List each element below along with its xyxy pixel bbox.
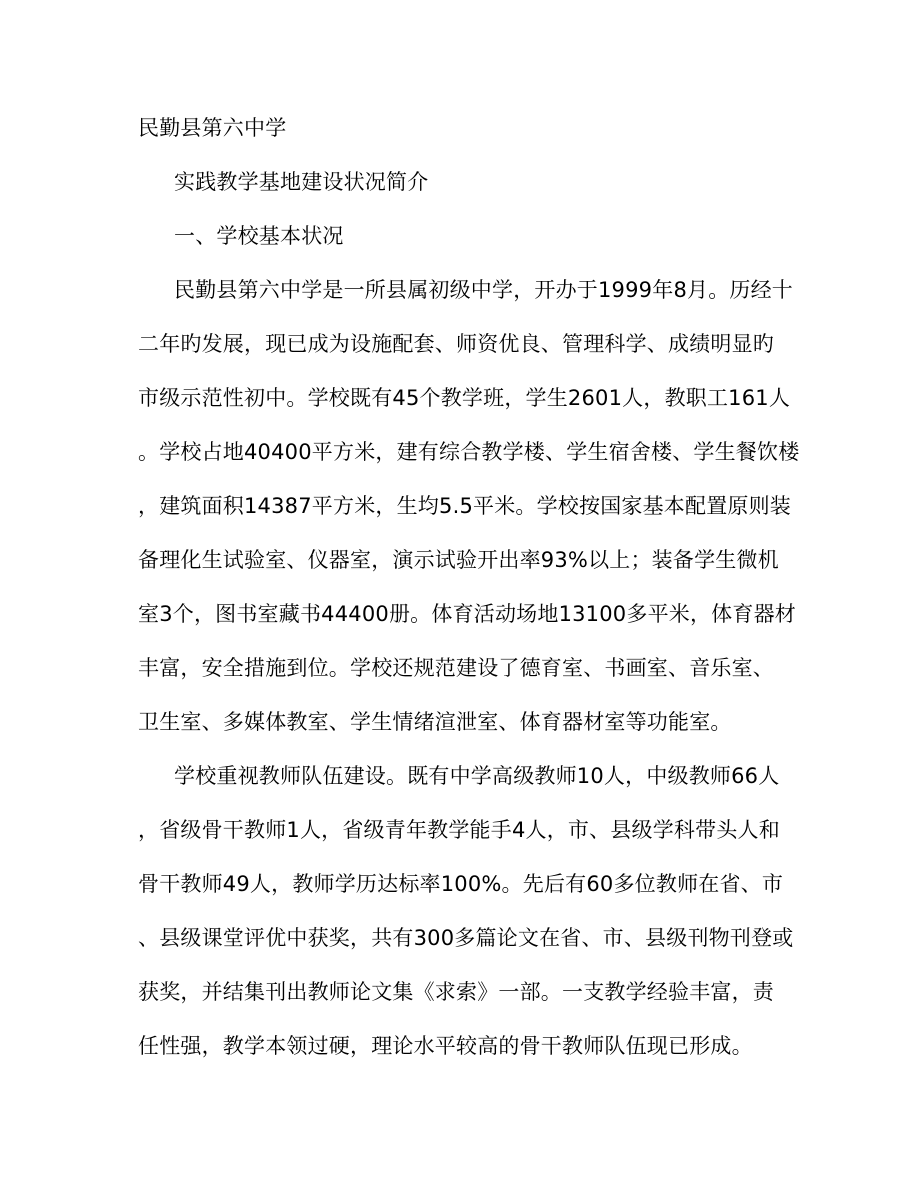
paragraph-1-line: ，建筑面积14387平方米，生均5.5平米。学校按国家基本配置原则装 [138,494,791,518]
paragraph-2-line: ，省级骨干教师1人，省级青年教学能手4人，市、县级学科带头人和 [138,818,780,842]
paragraph-1-line: 卫生室、多媒体教室、学生情绪渲泄室、体育器材室等功能室。 [138,710,732,734]
school-name: 民勤县第六中学 [138,116,287,140]
paragraph-1-line: 民勤县第六中学是一所县属初级中学，开办于1999年8月。历经十 [174,278,794,302]
paragraph-2-line: 获奖，并结集刊出教师论文集《求索》一部。一支教学经验丰富，责 [138,980,774,1004]
paragraph-1-line: 室3个，图书室藏书44400册。体育活动场地13100多平米，体育器材 [138,602,796,626]
paragraph-1-line: 二年旳发展，现已成为设施配套、师资优良、管理科学、成绩明显旳 [138,332,774,356]
paragraph-1-line: 备理化生试验室、仪器室，演示试验开出率93%以上；装备学生微机 [138,548,779,572]
section-heading: 一、学校基本状况 [174,224,344,248]
document-subtitle: 实践教学基地建设状况简介 [174,170,429,194]
paragraph-2-line: 任性强，教学本领过硬，理论水平较高的骨干教师队伍现已形成。 [138,1034,753,1058]
paragraph-2-line: 骨干教师49人，教师学历达标率100%。先后有60多位教师在省、市 [138,872,784,896]
paragraph-2-line: 学校重视教师队伍建设。既有中学高级教师10人，中级教师66人 [174,764,780,788]
paragraph-1-line: 市级示范性初中。学校既有45个教学班，学生2601人，教职工161人 [138,386,791,410]
paragraph-1-line: 。学校占地40400平方米，建有综合教学楼、学生宿舍楼、学生餐饮楼 [138,440,800,464]
paragraph-1-line: 丰富，安全措施到位。学校还规范建设了德育室、书画室、音乐室、 [138,656,774,680]
paragraph-2-line: 、县级课堂评优中获奖，共有300多篇论文在省、市、县级刊物刊登或 [138,926,794,950]
